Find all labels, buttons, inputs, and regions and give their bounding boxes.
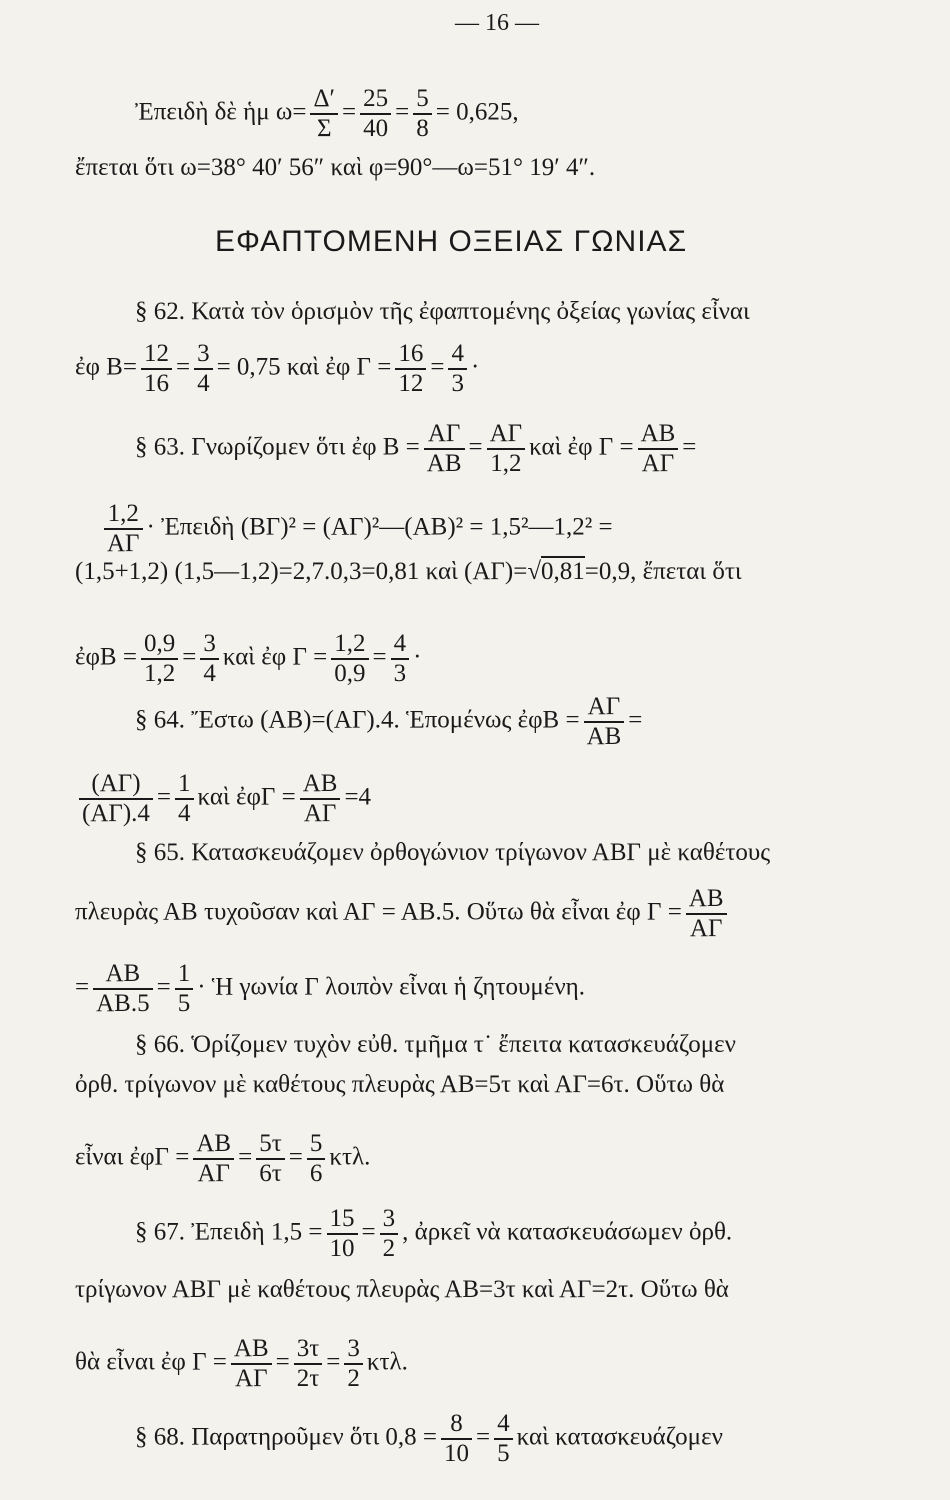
numerator: ΑΓ (424, 420, 465, 450)
numerator: 4 (494, 1410, 513, 1440)
equals: = (628, 706, 643, 734)
equals: = (682, 433, 697, 461)
equals: = (182, 643, 197, 671)
fraction (344, 1335, 363, 1393)
equals: = (395, 98, 410, 126)
text: Ἐπειδὴ δὲ ἡμ ω= (135, 98, 307, 126)
denominator: 10 (329, 1235, 355, 1262)
paragraph-66-line-3 (75, 1130, 370, 1188)
paragraph-67-line-2: τρίγωνον ΑΒΓ μὲ καθέτους πλευρὰς ΑΒ=3τ καὶ ΑΓ=2τ. Οὕτω θὰ (75, 1276, 729, 1303)
numerator: 0,9 (141, 630, 178, 660)
denominator: 4 (197, 370, 210, 397)
denominator: 2 (347, 1365, 360, 1392)
equals: = (430, 353, 445, 381)
numerator: ΑΒ (686, 885, 727, 915)
fraction (193, 1130, 234, 1188)
radicand: 0,81 (541, 558, 585, 585)
fraction (194, 340, 213, 398)
denominator: ΑΓ (641, 450, 675, 477)
text: ἐφΒ = (75, 643, 137, 671)
paragraph-63-line-3 (75, 557, 742, 587)
fraction (494, 1410, 513, 1468)
equals: = (156, 783, 172, 811)
fraction (256, 1130, 285, 1188)
text: πλευρὰς ΑΒ τυχοῦσαν καὶ ΑΓ = ΑΒ.5. Οὕτω θὰ εἶναι ἐφ Γ = (75, 898, 682, 926)
text: , ἀρκεῖ νὰ κατασκευάσωμεν ὀρθ. (402, 1218, 733, 1246)
equals: = (468, 433, 483, 461)
denominator: ΑΓ (107, 530, 140, 557)
numerator: ΑΒ (300, 770, 341, 800)
denominator: ΑΒ (586, 723, 622, 750)
text: · (470, 353, 480, 381)
paragraph-64-line-2 (75, 770, 371, 828)
numerator: 5τ (256, 1130, 285, 1160)
numerator: 1,2 (331, 630, 368, 660)
fraction (327, 1205, 358, 1263)
numerator: ΑΒ (193, 1130, 234, 1160)
equals: = (156, 973, 171, 1001)
numerator: ΑΓ (584, 693, 625, 723)
fraction (310, 85, 338, 143)
fraction (231, 1335, 272, 1393)
fraction (380, 1205, 399, 1263)
denominator: 0,9 (334, 660, 366, 687)
paragraph-65-line-1: § 65. Κατασκευάζομεν ὀρθογώνιον τρίγωνον ΑΒΓ μὲ καθέτους (135, 839, 771, 866)
text: = 0,75 καὶ ἐφ Γ = (216, 353, 392, 381)
fraction (686, 885, 727, 943)
text: εἶναι ἐφΓ = (75, 1143, 190, 1171)
fraction (391, 630, 410, 688)
paragraph-65-line-2 (75, 885, 731, 943)
denominator: 12 (398, 370, 424, 397)
denominator: ΑΓ (197, 1160, 230, 1187)
numerator: 8 (441, 1410, 472, 1440)
paragraph-67-line-3 (75, 1335, 408, 1393)
denominator: 40 (363, 115, 389, 142)
numerator: ΑΓ (487, 420, 526, 450)
text: =0,9, ἔπεται ὅτι (584, 558, 742, 585)
equation-line-1 (135, 85, 519, 143)
fraction (448, 340, 467, 398)
equals: = (361, 1218, 376, 1246)
text: § 67. Ἐπειδὴ 1,5 = (135, 1218, 323, 1246)
text: =4 (344, 783, 372, 811)
numerator: 3 (200, 630, 219, 660)
fraction (79, 770, 153, 828)
text: ἐφ Β= (75, 353, 137, 381)
denominator: 2τ (296, 1365, 320, 1392)
fraction (441, 1410, 472, 1468)
equals: = (175, 353, 191, 381)
numerator: ΑΒ (638, 420, 679, 450)
equals: = (75, 973, 90, 1001)
denominator: 3 (393, 660, 407, 687)
denominator: 8 (416, 115, 429, 142)
numerator: 5 (413, 85, 432, 115)
page-number: — 16 — (455, 10, 539, 36)
denominator: 6 (309, 1160, 323, 1187)
text: κτλ. (329, 1143, 371, 1171)
numerator: 15 (327, 1205, 358, 1235)
denominator: 3 (451, 370, 464, 397)
text: = 0,625, (435, 98, 519, 126)
equals: = (326, 1348, 341, 1376)
fraction (331, 630, 368, 688)
text: καὶ ἐφ Γ = (529, 433, 634, 461)
numerator: 4 (391, 630, 410, 660)
numerator: 1 (175, 770, 194, 800)
section-heading: ΕΦΑΠΤΟΜΕΝΗ ΟΞΕΙΑΣ ΓΩΝΙΑΣ (215, 225, 688, 258)
numerator: 1 (175, 960, 194, 990)
text: · Ἡ γωνία Γ λοιπὸν εἶναι ἡ ζητουμένη. (197, 973, 585, 1001)
denominator: 2 (382, 1235, 396, 1262)
numerator: ΑΒ (93, 960, 152, 990)
denominator: ΑΒ (426, 450, 462, 477)
numerator: 3 (194, 340, 213, 370)
paragraph-67-line-1 (135, 1205, 732, 1263)
text: · Ἐπειδὴ (ΒΓ)² = (ΑΓ)²—(ΑΒ)² = 1,5²—1,2² = (146, 513, 613, 541)
paragraph-62-line-1: § 62. Κατὰ τὸν ὁρισμὸν τῆς ἐφαπτομένης ὀξείας γωνίας εἶναι (135, 298, 750, 325)
denominator: 5 (497, 1440, 510, 1467)
fraction (294, 1335, 323, 1393)
denominator: 6τ (259, 1160, 282, 1187)
fraction (584, 693, 625, 751)
denominator: 16 (143, 370, 169, 397)
fraction (141, 340, 172, 398)
denominator: 1,2 (490, 450, 522, 477)
text: § 63. Γνωρίζομεν ὅτι ἐφ Β = (135, 433, 420, 461)
fraction (200, 630, 219, 688)
text: (1,5+1,2) (1,5—1,2)=2,7.0,3=0,81 καὶ (ΑΓ)= (75, 558, 528, 585)
text: θὰ εἶναι ἐφ Γ = (75, 1348, 227, 1376)
paragraph-66-line-2: ὀρθ. τρίγωνον μὲ καθέτους πλευρὰς ΑΒ=5τ καὶ ΑΓ=6τ. Οὕτω θὰ (75, 1071, 725, 1098)
numerator: 16 (395, 340, 426, 370)
numerator: 1,2 (104, 500, 143, 530)
fraction (360, 85, 391, 143)
text: § 68. Παρατηροῦμεν ὅτι 0,8 = (135, 1423, 438, 1451)
paragraph-66-line-1: § 66. Ὁρίζομεν τυχὸν εὐθ. τμῆμα τ˙ ἔπειτα κατασκευάζομεν (135, 1031, 736, 1058)
denominator: (ΑΓ).4 (82, 800, 150, 827)
fraction (638, 420, 679, 478)
numerator: ΑΒ (231, 1335, 272, 1365)
fraction (104, 500, 143, 558)
denominator: Σ (316, 115, 332, 142)
numerator: 3 (380, 1205, 399, 1235)
text-line: ἔπεται ὅτι ω=38° 40′ 56″ καὶ φ=90°—ω=51° 19′ 4″. (75, 154, 596, 181)
denominator: 5 (177, 990, 191, 1017)
paragraph-68-line-1 (135, 1410, 723, 1468)
radical-sign: √ (527, 558, 542, 585)
text: καὶ ἐφ Γ = (222, 643, 328, 671)
text: § 64. Ἔστω (ΑΒ)=(ΑΓ).4. Ἑπομένως ἐφΒ = (135, 706, 580, 734)
denominator: ΑΓ (235, 1365, 268, 1392)
paragraph-65-line-3 (75, 960, 585, 1018)
fraction (413, 85, 432, 143)
fraction (175, 770, 194, 828)
fraction (93, 960, 152, 1018)
fraction (487, 420, 526, 478)
text: καὶ κατασκευάζομεν (516, 1423, 723, 1451)
denominator: 1,2 (143, 660, 176, 687)
numerator: 4 (448, 340, 467, 370)
numerator: 5 (307, 1130, 326, 1160)
numerator: Δ′ (310, 85, 338, 115)
numerator: 25 (360, 85, 391, 115)
fraction (300, 770, 341, 828)
paragraph-63-line-2 (100, 500, 613, 558)
fraction (395, 340, 426, 398)
equals: = (238, 1143, 253, 1171)
numerator: (ΑΓ) (79, 770, 153, 800)
numerator: 12 (141, 340, 172, 370)
denominator: ΑΓ (303, 800, 337, 827)
denominator: 10 (444, 1440, 470, 1467)
denominator: 4 (203, 660, 216, 687)
equals: = (275, 1348, 290, 1376)
equals: = (288, 1143, 303, 1171)
fraction (307, 1130, 326, 1188)
fraction (424, 420, 465, 478)
paragraph-64-line-1 (135, 693, 642, 751)
paragraph-63-line-4 (75, 630, 421, 688)
denominator: 4 (178, 800, 191, 827)
equals: = (476, 1423, 491, 1451)
paragraph-63-line-1 (135, 420, 696, 478)
text: κτλ. (366, 1348, 408, 1376)
numerator: 3τ (294, 1335, 323, 1365)
numerator: 3 (344, 1335, 363, 1365)
text: καὶ ἐφΓ = (197, 783, 296, 811)
denominator: ΑΓ (689, 915, 723, 942)
equals: = (372, 643, 387, 671)
equals: = (342, 98, 357, 126)
fraction (141, 630, 178, 688)
fraction (175, 960, 194, 1018)
text: · (413, 643, 422, 671)
denominator: ΑΒ.5 (96, 990, 150, 1017)
paragraph-62-line-2 (75, 340, 479, 398)
